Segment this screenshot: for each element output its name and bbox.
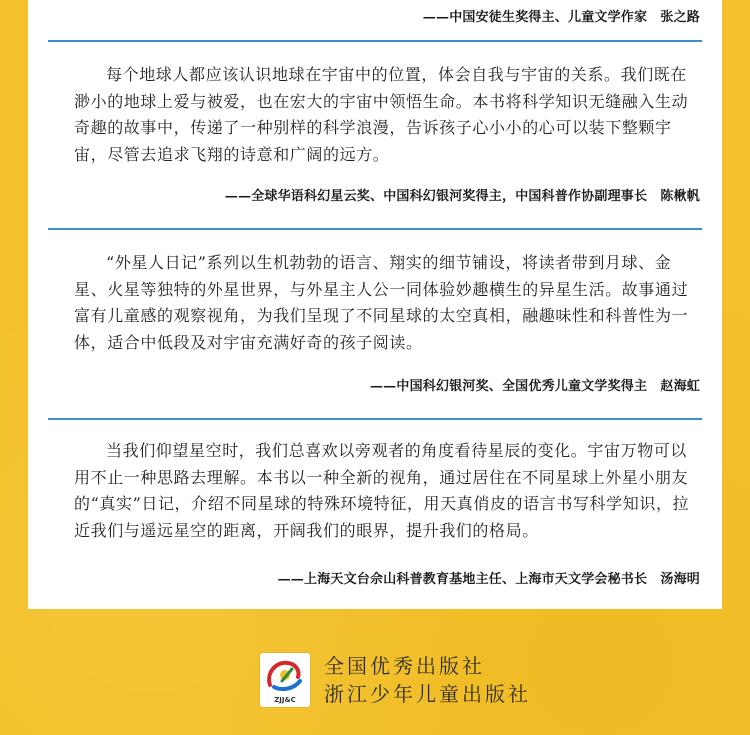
publisher-footer — [260, 650, 531, 710]
publisher-names — [324, 652, 531, 708]
divider-3 — [48, 418, 702, 420]
divider-1 — [48, 40, 702, 42]
attribution-tang: ——上海天文台佘山科普教育基地主任、上海市天文学会秘书长 汤海明 — [277, 572, 700, 587]
quote-chen: 每个地球人都应该认识地球在宇宙中的位置，体会自我与宇宙的关系。我们既在渺小的地球上爱与被爱，也在宏大的宇宙中领悟生命。本书将科学知识无缝融入生动奇趣的故事中，传递了一种别样的科学浪漫，告诉孩子心小小的心可以装下整颗宇宙，尽管去追求飞翔的诗意和广阔的远方。 — [74, 65, 689, 164]
divider-2 — [48, 228, 702, 230]
publisher-logo-text: ZJJ&C — [274, 696, 296, 704]
publisher-logo — [260, 653, 310, 707]
attribution-chen: ——全球华语科幻星云奖、中国科幻银河奖得主，中国科普作协副理事长 陈楸帆 — [224, 189, 700, 204]
attribution-zhang: ——中国安徒生奖得主、儿童文学作家 张之路 — [422, 10, 700, 25]
quote-tang: 当我们仰望星空时，我们总喜欢以旁观者的角度看待星辰的变化。宇宙万物可以用不止一种思路去理解。本书以一种全新的视角，通过居住在不同星球上外星小朋友的“真实”日记，介绍不同星球的特殊环境特征，用天真俏皮的语言书写科学知识，拉近我们与遥远星空的距离，开阔我们的眼界，提升我们的格局。 — [74, 441, 690, 540]
attribution-zhao: ——中国科幻银河奖、全国优秀儿童文学奖得主 赵海虹 — [369, 379, 700, 394]
endorsement-panel — [28, 0, 722, 609]
quote-zhao: “外星人日记”系列以生机勃勃的语言、翔实的细节铺设，将读者带到月球、金星、火星等独特的外星世界，与外星主人公一同体验妙趣横生的异星生活。故事通过富有儿童感的观察视角，为我们呈现了不同星球的太空真相，融趣味性和科普性为一体，适合中低段及对宇宙充满好奇的孩子阅读。 — [74, 253, 689, 352]
publisher-line-2: 浙江少年儿童出版社 — [324, 682, 531, 706]
publisher-logo-icon — [262, 655, 308, 695]
publisher-line-1: 全国优秀出版社 — [324, 654, 485, 678]
